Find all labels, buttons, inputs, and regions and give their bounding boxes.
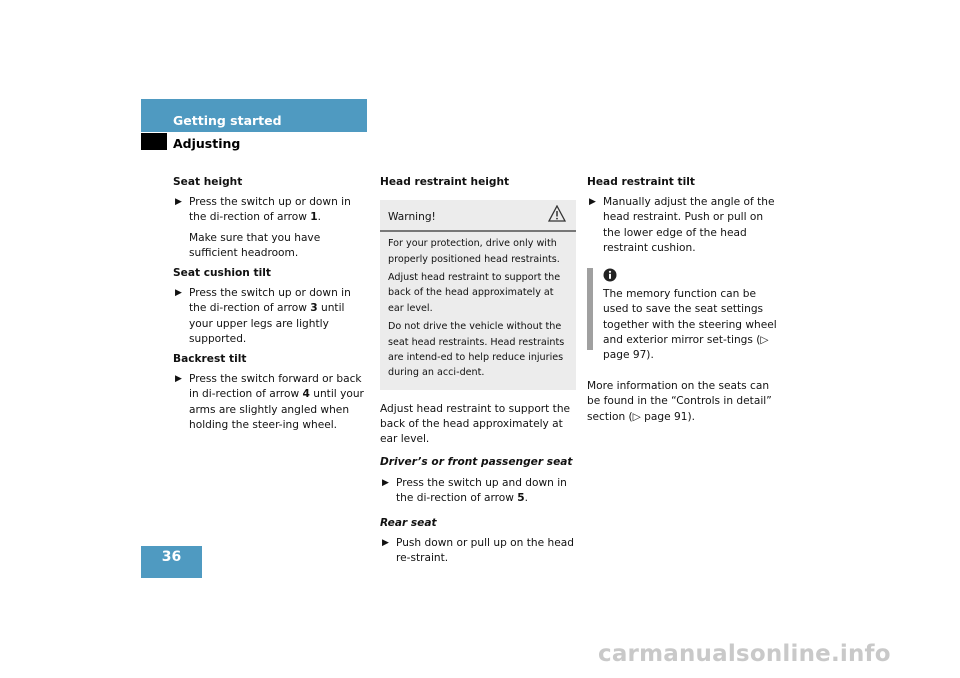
bullet-arrow-icon: ▶ <box>382 538 389 549</box>
bullet-text: Press the switch forward or back in di-rection of arrow <box>189 373 362 401</box>
warning-line: For your protection, drive only with properly positioned head restraints. <box>388 238 560 265</box>
list-item <box>173 372 368 433</box>
list-item <box>587 195 783 256</box>
bullet-text: . <box>317 211 321 224</box>
headroom-note: Make sure that you have sufficient headroom. <box>189 231 321 259</box>
info-text: The memory function can be used to save the seat settings together with the steering wheel and exterior mirror set-tings (▷ page 97). <box>603 288 777 362</box>
head-restraint-height-heading: Head restraint height <box>380 176 510 188</box>
column-3 <box>587 175 783 433</box>
arrow-number: 4 <box>302 388 310 401</box>
seat-height-heading: Seat height <box>173 176 243 188</box>
bullet-text: Press the switch up and down in the di-rection of arrow <box>396 476 567 504</box>
bullet-text: . <box>524 491 528 504</box>
bullet-text: Push down or pull up on the head re-straint. <box>396 537 574 565</box>
column-2 <box>380 175 576 572</box>
bullet-arrow-icon: ▶ <box>175 197 182 208</box>
list-item <box>380 476 576 506</box>
warning-title: Warning! <box>388 211 436 224</box>
backrest-tilt-heading: Backrest tilt <box>173 353 247 366</box>
warning-box <box>380 200 576 390</box>
warning-body <box>380 232 576 381</box>
page-number: 36 <box>141 546 202 578</box>
warning-triangle-icon <box>548 205 566 227</box>
rear-seat-heading: Rear seat <box>380 517 437 530</box>
adjust-text: Adjust head restraint to support the back of the head approximately at ear level. <box>380 402 571 446</box>
bullet-text: Manually adjust the angle of the head restraint. Push or pull on the lower edge of the head restraint cushion. <box>603 196 775 254</box>
bullet-text: Press the switch up or down in the di-rection of arrow <box>189 196 351 224</box>
warning-line: Do not drive the vehicle without the seat head restraints. Head restraints are intend-ed to help reduce injuries during an acci-dent. <box>388 321 565 379</box>
list-item <box>173 286 368 347</box>
bullet-arrow-icon: ▶ <box>175 288 182 299</box>
info-bar <box>587 268 593 350</box>
arrow-number: 3 <box>310 302 318 315</box>
warning-header <box>380 200 576 232</box>
arrow-number: 1 <box>310 211 318 224</box>
more-info-text: More information on the seats can be found in the “Controls in detail” section (▷ page 91). <box>587 380 772 423</box>
warning-line: Adjust head restraint to support the back of the head approximately at ear level. <box>388 272 561 314</box>
list-item <box>173 195 368 225</box>
list-item <box>380 536 576 566</box>
bullet-arrow-icon: ▶ <box>589 197 596 208</box>
column-1 <box>173 175 368 438</box>
cushion-tilt-heading: Seat cushion tilt <box>173 267 271 280</box>
section-title: Getting started <box>173 113 282 128</box>
bullet-arrow-icon: ▶ <box>382 477 389 488</box>
watermark: carmanualsonline.info <box>598 641 891 667</box>
subsection-title: Adjusting <box>173 136 241 151</box>
info-icon <box>603 268 783 287</box>
bullet-arrow-icon: ▶ <box>175 374 182 385</box>
bullet-text: Press the switch up or down in the di-rection of arrow <box>189 287 351 315</box>
head-restraint-tilt-heading: Head restraint tilt <box>587 176 695 188</box>
subsection-marker <box>141 133 167 150</box>
bullet-text: until your upper legs are lightly supported. <box>189 302 345 345</box>
bullet-text: until your arms are slightly angled when holding the steer-ing wheel. <box>189 388 364 431</box>
arrow-number: 5 <box>517 491 525 504</box>
driver-seat-heading: Driver’s or front passenger seat <box>380 456 573 469</box>
info-box <box>587 268 783 363</box>
